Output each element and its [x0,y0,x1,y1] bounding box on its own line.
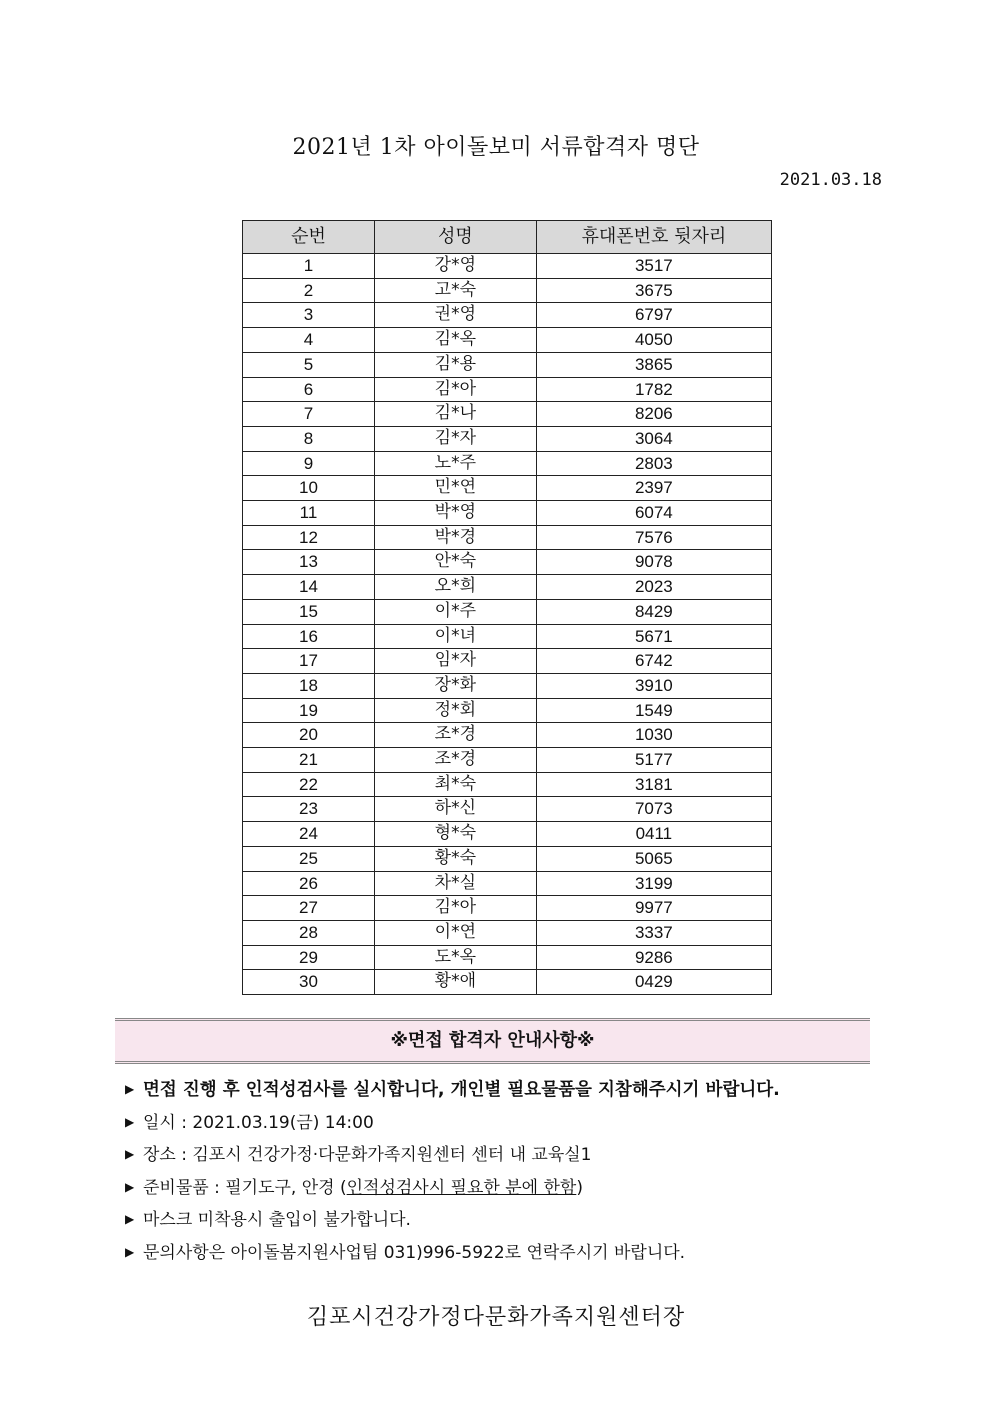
row-name: 고*숙 [375,278,537,303]
table-row [243,328,772,353]
table-row [243,501,772,526]
issuer-signature: 김포시건강가정다문화가족지원센터장 [306,1305,686,1330]
row-name: 김*아 [375,377,537,402]
table-row [243,797,772,822]
table-row [243,451,772,476]
table-row [243,575,772,600]
row-number: 6 [243,377,375,402]
row-number: 16 [243,624,375,649]
row-number: 14 [243,575,375,600]
table-row [243,673,772,698]
row-name: 이*주 [375,599,537,624]
row-phone-suffix: 3337 [536,920,771,945]
row-phone-suffix: 2397 [536,476,771,501]
row-phone-suffix: 2023 [536,575,771,600]
notice-item-underlined: 인적성검사시 필요한 분에 한함 [346,1177,577,1198]
row-phone-suffix: 9078 [536,550,771,575]
row-phone-suffix: 3064 [536,426,771,451]
row-phone-suffix: 0429 [536,970,771,995]
row-number: 17 [243,649,375,674]
table-row [243,945,772,970]
table-row [243,254,772,279]
notice-item [125,1237,885,1270]
row-name: 강*영 [375,254,537,279]
triangle-bullet-icon: ▶ [125,1082,135,1096]
notice-item-text: 면접 진행 후 인적성검사를 실시합니다, 개인별 필요물품을 지참해주시기 바랍니다. [143,1080,780,1100]
row-name: 임*자 [375,649,537,674]
row-phone-suffix: 5671 [536,624,771,649]
notice-item-text: 문의사항은 아이돌봄지원사업팀 031)996-5922로 연락주시기 바랍니다. [143,1242,686,1263]
row-number: 29 [243,945,375,970]
row-phone-suffix: 5065 [536,846,771,871]
triangle-bullet-icon: ▶ [125,1244,135,1259]
row-phone-suffix: 6074 [536,501,771,526]
row-phone-suffix: 3910 [536,673,771,698]
document-title: 2021년 1차 아이돌보미 서류합격자 명단 [292,135,700,160]
row-name: 최*숙 [375,772,537,797]
row-phone-suffix: 6742 [536,649,771,674]
row-number: 28 [243,920,375,945]
table-row [243,871,772,896]
row-number: 12 [243,525,375,550]
table-row [243,748,772,773]
table-row [243,278,772,303]
table-row [243,352,772,377]
row-number: 1 [243,254,375,279]
row-number: 22 [243,772,375,797]
header-number: 순번 [243,221,375,254]
row-phone-suffix: 1030 [536,723,771,748]
row-phone-suffix: 9286 [536,945,771,970]
row-number: 13 [243,550,375,575]
notice-list [125,1074,885,1269]
row-number: 30 [243,970,375,995]
notice-item-text: 준비물품 : 필기도구, 안경 ( [143,1177,347,1198]
row-number: 3 [243,303,375,328]
table-body [243,254,772,995]
notice-item [125,1139,885,1172]
row-name: 김*용 [375,352,537,377]
table-row [243,896,772,921]
notice-item-text: 마스크 미착용시 출입이 불가합니다. [143,1210,411,1230]
row-phone-suffix: 7073 [536,797,771,822]
row-number: 2 [243,278,375,303]
notice-item-text: 장소 : 김포시 건강가정·다문화가족지원센터 센터 내 교육실1 [143,1145,592,1165]
row-name: 민*연 [375,476,537,501]
table-row [243,402,772,427]
table-row [243,377,772,402]
row-phone-suffix: 8206 [536,402,771,427]
table-row [243,649,772,674]
table-row [243,599,772,624]
row-phone-suffix: 1782 [536,377,771,402]
row-number: 7 [243,402,375,427]
table-row [243,426,772,451]
row-name: 이*연 [375,920,537,945]
row-name: 김*아 [375,896,537,921]
row-name: 이*녀 [375,624,537,649]
row-phone-suffix: 0411 [536,822,771,847]
row-name: 형*숙 [375,822,537,847]
table-row [243,920,772,945]
notice-item [125,1107,885,1140]
triangle-bullet-icon: ▶ [125,1147,135,1161]
row-phone-suffix: 3517 [536,254,771,279]
table-header-row [243,221,772,254]
notice-item-text: ) [576,1177,583,1198]
header-name: 성명 [375,221,537,254]
row-number: 8 [243,426,375,451]
row-name: 김*옥 [375,328,537,353]
notice-item [125,1204,885,1237]
row-name: 노*주 [375,451,537,476]
table-row [243,723,772,748]
row-number: 10 [243,476,375,501]
table-row [243,476,772,501]
row-name: 도*옥 [375,945,537,970]
table-row [243,822,772,847]
row-number: 23 [243,797,375,822]
row-name: 안*숙 [375,550,537,575]
row-phone-suffix: 9977 [536,896,771,921]
row-number: 20 [243,723,375,748]
row-number: 5 [243,352,375,377]
row-phone-suffix: 7576 [536,525,771,550]
table-row [243,698,772,723]
row-number: 21 [243,748,375,773]
row-phone-suffix: 3181 [536,772,771,797]
triangle-bullet-icon: ▶ [125,1212,135,1226]
notice-item-text: 일시 : 2021.03.19(금) 14:00 [143,1112,374,1133]
row-number: 9 [243,451,375,476]
row-name: 조*경 [375,723,537,748]
row-number: 19 [243,698,375,723]
row-phone-suffix: 1549 [536,698,771,723]
row-phone-suffix: 8429 [536,599,771,624]
row-name: 오*희 [375,575,537,600]
row-name: 하*신 [375,797,537,822]
document-date: 2021.03.18 [779,170,882,190]
table-row [243,624,772,649]
row-phone-suffix: 5177 [536,748,771,773]
row-number: 24 [243,822,375,847]
row-phone-suffix: 3199 [536,871,771,896]
notice-heading: ※면접 합격자 안내사항※ [115,1018,870,1064]
row-number: 4 [243,328,375,353]
row-phone-suffix: 4050 [536,328,771,353]
row-name: 김*나 [375,402,537,427]
table-row [243,970,772,995]
row-number: 15 [243,599,375,624]
table-row [243,550,772,575]
row-name: 황*숙 [375,846,537,871]
triangle-bullet-icon: ▶ [125,1114,135,1129]
header-phone-suffix: 휴대폰번호 뒷자리 [536,221,771,254]
row-name: 장*화 [375,673,537,698]
row-name: 차*실 [375,871,537,896]
applicant-table [242,220,772,995]
row-name: 정*회 [375,698,537,723]
row-name: 박*경 [375,525,537,550]
notice-item [125,1074,885,1107]
row-name: 조*경 [375,748,537,773]
row-number: 27 [243,896,375,921]
triangle-bullet-icon: ▶ [125,1179,135,1194]
row-number: 26 [243,871,375,896]
notice-item [125,1172,885,1205]
row-name: 권*영 [375,303,537,328]
row-phone-suffix: 3675 [536,278,771,303]
table-row [243,772,772,797]
row-name: 박*영 [375,501,537,526]
row-name: 김*자 [375,426,537,451]
row-name: 황*애 [375,970,537,995]
row-number: 25 [243,846,375,871]
row-phone-suffix: 6797 [536,303,771,328]
row-phone-suffix: 3865 [536,352,771,377]
row-phone-suffix: 2803 [536,451,771,476]
table-row [243,303,772,328]
row-number: 18 [243,673,375,698]
table-row [243,846,772,871]
table-row [243,525,772,550]
row-number: 11 [243,501,375,526]
